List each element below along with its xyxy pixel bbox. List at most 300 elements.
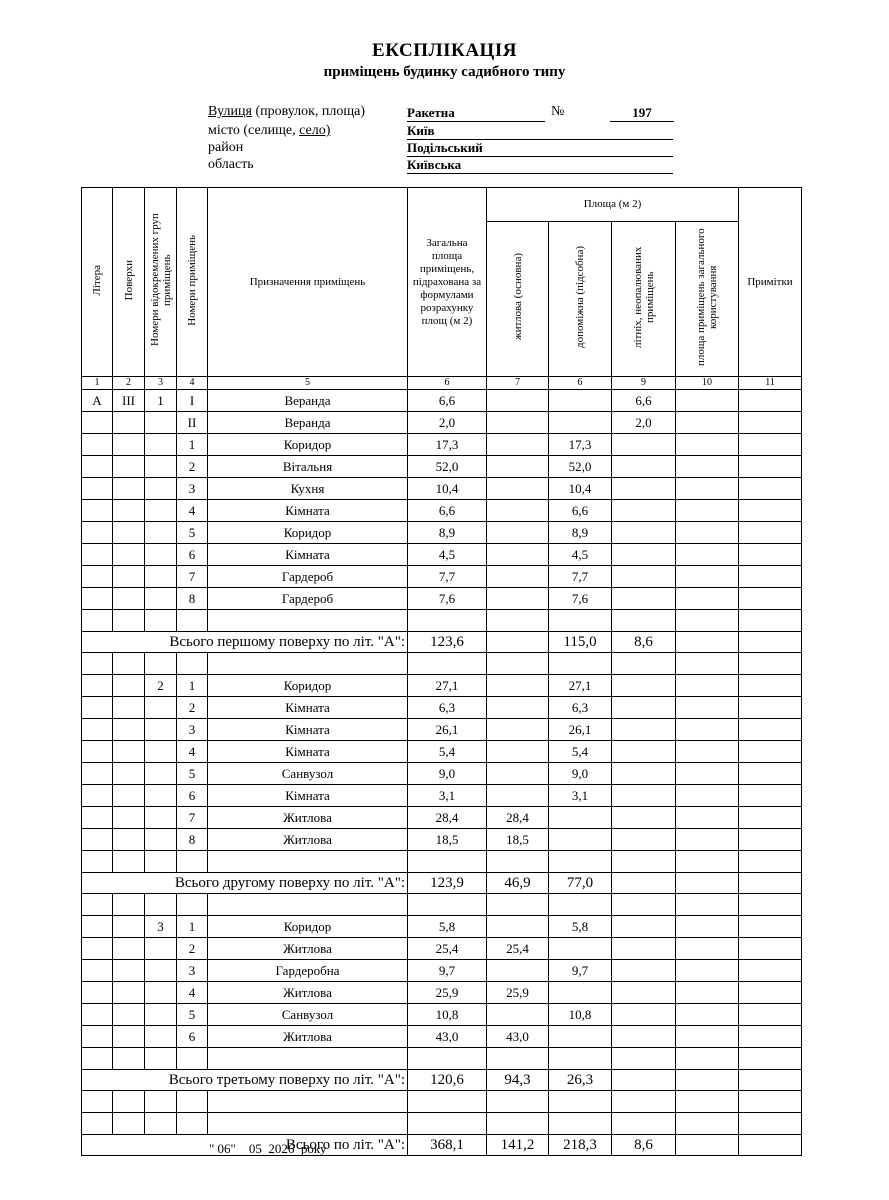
table-row (82, 1026, 802, 1048)
table-cell (739, 390, 802, 412)
table-cell: ІІ (177, 412, 208, 434)
table-cell: 27,1 (408, 675, 487, 697)
table-cell (612, 478, 676, 500)
table-cell: Житлова (208, 1026, 408, 1048)
table-cell (82, 653, 113, 675)
total-cell: 46,9 (487, 873, 549, 894)
total-cell (739, 632, 802, 653)
table-cell (549, 851, 612, 873)
table-cell (676, 478, 739, 500)
street-label-main: Вулиця (208, 104, 252, 119)
table-cell: 26,1 (549, 719, 612, 741)
table-cell (739, 1004, 802, 1026)
table-cell: 5 (177, 1004, 208, 1026)
number-value: 197 (610, 104, 674, 122)
table-cell (408, 1091, 487, 1113)
region-label: область (208, 157, 254, 172)
table-cell (145, 653, 177, 675)
total-cell (676, 1070, 739, 1091)
table-cell (739, 675, 802, 697)
table-cell: Житлова (208, 807, 408, 829)
table-cell (676, 697, 739, 719)
table-cell (82, 500, 113, 522)
table-cell (676, 1091, 739, 1113)
table-cell: 4,5 (408, 544, 487, 566)
total-label: Всього другому поверху по літ. "А": (82, 873, 408, 894)
header-purpose: Призначення приміщень (208, 188, 408, 377)
table-cell: 26,1 (408, 719, 487, 741)
table-cell (113, 1091, 145, 1113)
table-cell: 7,7 (408, 566, 487, 588)
table-cell (145, 763, 177, 785)
table-row (82, 434, 802, 456)
table-row (82, 807, 802, 829)
table-cell: 8,9 (549, 522, 612, 544)
table-cell (113, 675, 145, 697)
table-cell (208, 894, 408, 916)
table-cell: Житлова (208, 982, 408, 1004)
table-cell (612, 653, 676, 675)
table-cell (82, 1091, 113, 1113)
table-row (82, 653, 802, 675)
table-cell (739, 829, 802, 851)
table-cell: 18,5 (487, 829, 549, 851)
table-cell: 25,9 (408, 982, 487, 1004)
total-cell: 218,3 (549, 1135, 612, 1156)
table-cell (612, 610, 676, 632)
region-value: Київська (407, 156, 673, 174)
table-row (82, 1004, 802, 1026)
header-living: житлова (основна) (487, 222, 549, 377)
table-cell: 3 (145, 916, 177, 938)
total-label: Всього третьому поверху по літ. "А": (82, 1070, 408, 1091)
table-cell (145, 807, 177, 829)
table-cell: 10,8 (549, 1004, 612, 1026)
table-cell (739, 916, 802, 938)
table-cell (82, 675, 113, 697)
table-cell: 7,6 (408, 588, 487, 610)
table-cell (145, 960, 177, 982)
table-cell (739, 412, 802, 434)
total-cell: 94,3 (487, 1070, 549, 1091)
table-cell (487, 960, 549, 982)
table-cell (82, 916, 113, 938)
table-cell (676, 785, 739, 807)
table-cell: Санвузол (208, 763, 408, 785)
table-cell (676, 434, 739, 456)
table-cell (487, 390, 549, 412)
total-cell: 77,0 (549, 873, 612, 894)
table-cell (739, 763, 802, 785)
table-cell (549, 807, 612, 829)
header-room-numbers: Номери приміщень (177, 188, 208, 377)
total-cell: 115,0 (549, 632, 612, 653)
table-cell (739, 610, 802, 632)
table-row (82, 1048, 802, 1070)
column-index-cell: 3 (145, 377, 177, 390)
table-cell (739, 894, 802, 916)
table-cell (113, 500, 145, 522)
table-cell (208, 1091, 408, 1113)
table-cell: Житлова (208, 829, 408, 851)
table-cell (676, 675, 739, 697)
header-auxiliary: допоміжна (підсобна) (549, 222, 612, 377)
table-cell (145, 456, 177, 478)
table-cell: 4 (177, 741, 208, 763)
table-row (82, 478, 802, 500)
table-cell: 8 (177, 588, 208, 610)
column-index-cell: 6 (549, 377, 612, 390)
table-cell (739, 500, 802, 522)
table-cell (739, 456, 802, 478)
total-cell: 8,6 (612, 632, 676, 653)
total-cell (739, 1135, 802, 1156)
table-cell (82, 960, 113, 982)
table-cell (177, 610, 208, 632)
table-row (82, 456, 802, 478)
table-cell (82, 610, 113, 632)
column-index-row (82, 377, 802, 390)
table-cell: 5,4 (549, 741, 612, 763)
table-cell (676, 566, 739, 588)
table-cell (549, 412, 612, 434)
table-cell (487, 741, 549, 763)
table-cell (676, 982, 739, 1004)
table-cell: 28,4 (487, 807, 549, 829)
table-cell (612, 675, 676, 697)
street-label-rest: (провулок, площа) (251, 104, 366, 119)
column-index-cell: 5 (208, 377, 408, 390)
table-cell (113, 456, 145, 478)
total-cell: 141,2 (487, 1135, 549, 1156)
table-cell (408, 610, 487, 632)
table-cell (612, 916, 676, 938)
table-cell: Гардероб (208, 566, 408, 588)
table-cell (487, 588, 549, 610)
table-cell (487, 478, 549, 500)
table-cell (487, 434, 549, 456)
table-cell (82, 851, 113, 873)
total-cell: 368,1 (408, 1135, 487, 1156)
table-row (82, 675, 802, 697)
table-cell (739, 434, 802, 456)
table-cell: 9,7 (549, 960, 612, 982)
table-cell (82, 829, 113, 851)
table-cell (208, 653, 408, 675)
document-subtitle: приміщень будинку садибного типу (323, 64, 566, 80)
table-cell (82, 982, 113, 1004)
table-cell (145, 697, 177, 719)
table-row (82, 412, 802, 434)
table-cell: 17,3 (549, 434, 612, 456)
table-cell (145, 478, 177, 500)
table-cell (113, 960, 145, 982)
table-cell (82, 588, 113, 610)
column-index-cell: 4 (177, 377, 208, 390)
table-cell (676, 894, 739, 916)
table-cell: Коридор (208, 916, 408, 938)
table-cell (145, 434, 177, 456)
table-cell (676, 741, 739, 763)
table-cell: 4,5 (549, 544, 612, 566)
table-body (82, 390, 802, 1156)
table-cell (82, 412, 113, 434)
table-cell (113, 697, 145, 719)
table-cell (549, 829, 612, 851)
table-cell (612, 1026, 676, 1048)
table-cell (82, 478, 113, 500)
table-row (82, 610, 802, 632)
table-cell: Гардероб (208, 588, 408, 610)
table-row (82, 851, 802, 873)
table-cell (82, 938, 113, 960)
table-cell (487, 566, 549, 588)
table-cell (113, 478, 145, 500)
total-label: Всього по літ. "А": (82, 1135, 408, 1156)
table-cell (145, 1113, 177, 1135)
table-cell (487, 544, 549, 566)
document-date: " 06" 05 2026 року (209, 1141, 327, 1156)
table-row (82, 390, 802, 412)
table-cell (549, 982, 612, 1004)
table-cell (612, 1091, 676, 1113)
table-cell: 28,4 (408, 807, 487, 829)
table-cell: 6,6 (549, 500, 612, 522)
table-cell: Гардеробна (208, 960, 408, 982)
table-cell (549, 1113, 612, 1135)
table-cell (113, 1004, 145, 1026)
table-cell (676, 938, 739, 960)
total-cell: 26,3 (549, 1070, 612, 1091)
table-cell (82, 1113, 113, 1135)
table-cell (487, 763, 549, 785)
table-cell (113, 434, 145, 456)
table-cell (113, 1113, 145, 1135)
table-cell (739, 1048, 802, 1070)
street-label (208, 104, 365, 120)
table-cell (113, 522, 145, 544)
table-cell (487, 1091, 549, 1113)
district-value: Подільський (407, 139, 673, 157)
table-cell (739, 478, 802, 500)
table-cell (113, 894, 145, 916)
total-cell (487, 632, 549, 653)
table-cell (82, 719, 113, 741)
table-cell (612, 829, 676, 851)
table-cell: 8,9 (408, 522, 487, 544)
table-cell (208, 1113, 408, 1135)
table-cell: 25,4 (408, 938, 487, 960)
table-row (82, 916, 802, 938)
table-cell (113, 588, 145, 610)
table-cell: Житлова (208, 938, 408, 960)
table-cell (487, 894, 549, 916)
table-cell (549, 390, 612, 412)
table-cell (739, 807, 802, 829)
table-cell (177, 653, 208, 675)
column-index-cell: 7 (487, 377, 549, 390)
table-cell (113, 763, 145, 785)
table-cell: 10,4 (408, 478, 487, 500)
table-cell (739, 719, 802, 741)
table-row (82, 982, 802, 1004)
table-row (82, 1113, 802, 1135)
table-cell (145, 500, 177, 522)
table-cell (739, 960, 802, 982)
table-cell (612, 851, 676, 873)
table-cell (612, 741, 676, 763)
table-cell (676, 960, 739, 982)
table-cell (408, 894, 487, 916)
table-cell: 7,6 (549, 588, 612, 610)
table-cell (82, 434, 113, 456)
table-cell: 2 (177, 938, 208, 960)
table-cell (676, 719, 739, 741)
table-cell (612, 522, 676, 544)
table-cell: 10,4 (549, 478, 612, 500)
table-cell (82, 763, 113, 785)
table-cell (549, 894, 612, 916)
total-cell (612, 873, 676, 894)
table-cell: Кімната (208, 741, 408, 763)
table-cell: Кімната (208, 500, 408, 522)
column-index-cell: 10 (676, 377, 739, 390)
table-cell (549, 653, 612, 675)
table-cell: 7 (177, 807, 208, 829)
table-cell (113, 982, 145, 1004)
table-cell (113, 938, 145, 960)
table-cell: 1 (177, 434, 208, 456)
table-cell (208, 610, 408, 632)
header-litera: Літера (82, 188, 113, 377)
table-cell: 10,8 (408, 1004, 487, 1026)
total-label: Всього першому поверху по літ. "А": (82, 632, 408, 653)
explication-table (81, 187, 802, 1156)
table-cell: 6 (177, 544, 208, 566)
table-cell (739, 741, 802, 763)
table-cell: 6,6 (612, 390, 676, 412)
column-index-cell: 11 (739, 377, 802, 390)
column-index-cell: 6 (408, 377, 487, 390)
table-cell (676, 522, 739, 544)
table-cell: 18,5 (408, 829, 487, 851)
table-cell (676, 653, 739, 675)
table-cell: 1 (177, 916, 208, 938)
table-cell: 3 (177, 719, 208, 741)
table-cell (177, 1091, 208, 1113)
table-cell (739, 851, 802, 873)
table-cell: 6,3 (408, 697, 487, 719)
table-cell (676, 829, 739, 851)
table-cell (676, 456, 739, 478)
total-cell (676, 1135, 739, 1156)
table-cell (676, 500, 739, 522)
table-cell (408, 851, 487, 873)
table-cell (487, 522, 549, 544)
table-cell (739, 982, 802, 1004)
table-cell (82, 785, 113, 807)
table-cell (739, 588, 802, 610)
table-cell (113, 1026, 145, 1048)
table-cell (739, 566, 802, 588)
table-cell (82, 544, 113, 566)
total-cell (612, 1070, 676, 1091)
table-cell (676, 807, 739, 829)
total-cell (739, 873, 802, 894)
table-cell: 1 (145, 390, 177, 412)
table-cell (487, 1113, 549, 1135)
table-cell (676, 851, 739, 873)
table-cell (145, 938, 177, 960)
table-cell: 6 (177, 1026, 208, 1048)
table-cell: 27,1 (549, 675, 612, 697)
district-label: район (208, 140, 244, 155)
table-cell (549, 1026, 612, 1048)
table-cell (612, 500, 676, 522)
table-cell: 5,8 (549, 916, 612, 938)
table-cell: 4 (177, 500, 208, 522)
table-cell (612, 544, 676, 566)
table-row (82, 588, 802, 610)
table-row (82, 719, 802, 741)
table-cell: 1 (177, 675, 208, 697)
table-row (82, 894, 802, 916)
table-cell (676, 544, 739, 566)
number-label: № (551, 104, 565, 119)
table-row (82, 829, 802, 851)
table-cell: Веранда (208, 390, 408, 412)
table-cell (82, 894, 113, 916)
table-cell (487, 610, 549, 632)
table-cell: Веранда (208, 412, 408, 434)
table-cell (739, 938, 802, 960)
total-row (82, 632, 802, 653)
table-cell: 25,4 (487, 938, 549, 960)
table-cell (145, 412, 177, 434)
table-cell (487, 1004, 549, 1026)
table-cell: І (177, 390, 208, 412)
table-row (82, 763, 802, 785)
table-cell: 5 (177, 522, 208, 544)
table-cell (113, 610, 145, 632)
table-cell: 3,1 (549, 785, 612, 807)
table-cell (676, 588, 739, 610)
table-cell (612, 588, 676, 610)
table-cell (612, 719, 676, 741)
table-cell: 7 (177, 566, 208, 588)
table-cell (676, 412, 739, 434)
table-cell: 2 (145, 675, 177, 697)
table-cell: 2,0 (612, 412, 676, 434)
table-cell (676, 1004, 739, 1026)
table-cell (739, 785, 802, 807)
table-cell (82, 1048, 113, 1070)
table-cell: Кімната (208, 697, 408, 719)
column-index-cell: 2 (113, 377, 145, 390)
table-cell: 4 (177, 982, 208, 1004)
table-cell (676, 610, 739, 632)
table-cell (676, 1026, 739, 1048)
table-cell (177, 1113, 208, 1135)
table-cell (208, 1048, 408, 1070)
total-cell (739, 1070, 802, 1091)
table-cell (739, 697, 802, 719)
table-cell (145, 741, 177, 763)
table-cell: 9,0 (408, 763, 487, 785)
table-cell (612, 456, 676, 478)
table-cell (612, 697, 676, 719)
table-cell (177, 894, 208, 916)
